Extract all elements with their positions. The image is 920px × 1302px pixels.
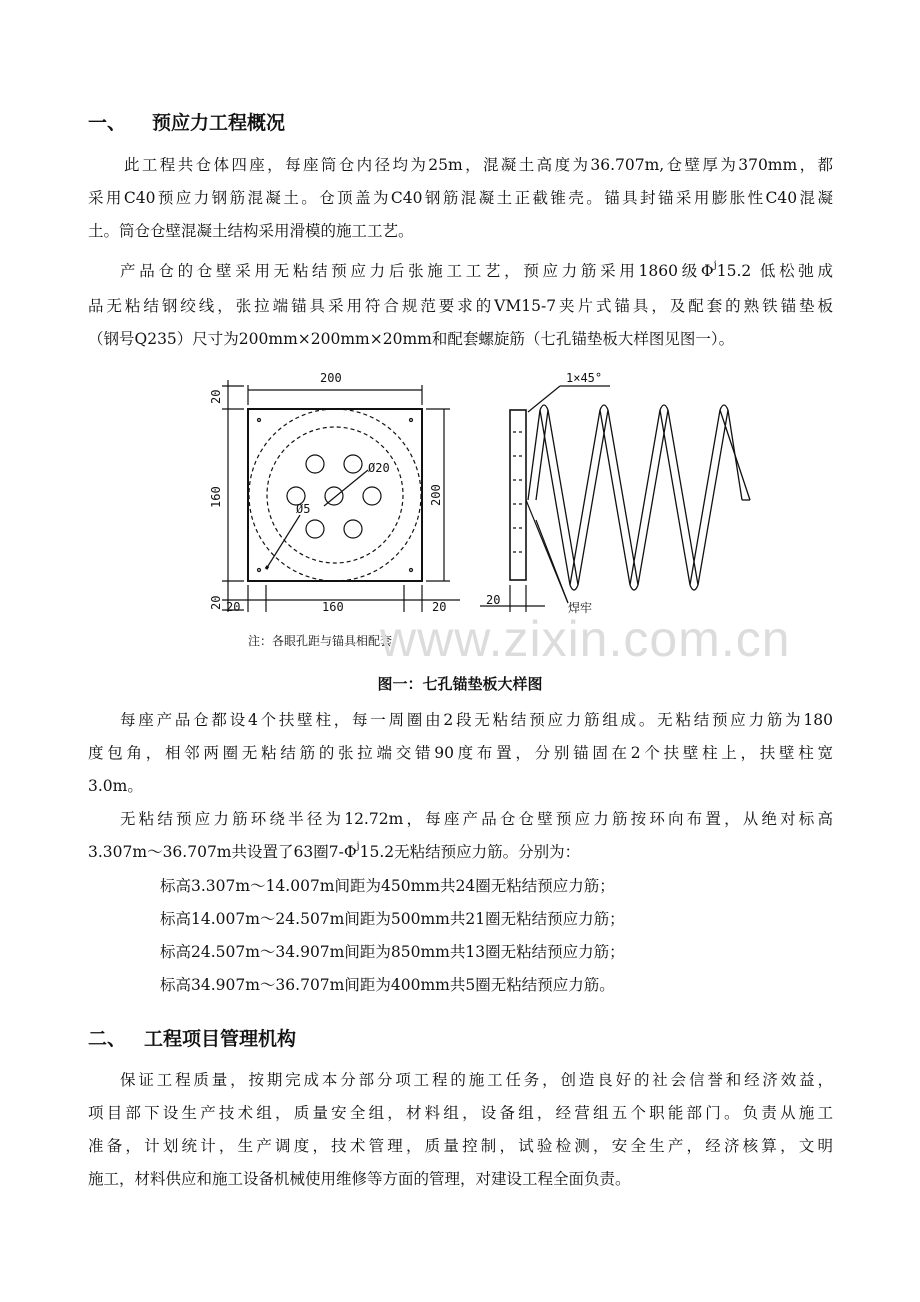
spiral-rebar	[528, 405, 750, 590]
small-hole-label: Ø5	[296, 502, 311, 516]
figure-note: 注：各眼孔距与锚具相配套	[248, 634, 393, 648]
chamfer-label: 1×45°	[566, 371, 603, 385]
list-item: 标高24.507m～34.907m间距为850mm共13圈无粘结预应力筋；	[160, 943, 625, 961]
elevation-list	[160, 870, 625, 1002]
weld-label: 焊牢	[568, 601, 593, 615]
corner-hole	[410, 419, 413, 422]
paragraph-line	[88, 836, 833, 871]
hole	[306, 455, 324, 473]
section-1-number: 一、	[88, 112, 127, 134]
section-2-number: 二、	[88, 1028, 127, 1050]
dim-bottom-left-label: 20	[226, 600, 241, 614]
text-run: 15.2 低松弛成	[716, 262, 833, 280]
corner-hole	[258, 569, 261, 572]
paragraph-line: 品无粘结钢绞线，张拉端锚具采用符合规范要求的VM15-7夹片式锚具，及配套的熟铁锚垫板	[88, 297, 833, 315]
dim-left-bot-label: 20	[209, 595, 223, 610]
paragraph-pilasters	[88, 704, 833, 803]
dim-left-top-label: 20	[209, 389, 223, 404]
paragraph-line	[88, 255, 833, 290]
section-1-title: 预应力工程概况	[152, 112, 286, 134]
text-run: 产品仓的仓壁采用无粘结预应力后张施工工艺，预应力筋采用1860级Φ	[120, 262, 714, 280]
dim-bottom-right-label: 20	[432, 600, 447, 614]
figure-caption: 图一：七孔锚垫板大样图	[377, 675, 543, 693]
paragraph-prestress	[88, 255, 833, 356]
dim-left-mid-label: 160	[209, 486, 223, 508]
side-dim-label: 20	[486, 593, 501, 607]
section-2-heading	[88, 1024, 296, 1051]
hole	[344, 455, 362, 473]
corner-hole	[410, 569, 413, 572]
dim-bottom-mid-label: 160	[322, 600, 344, 614]
paragraph-line: 保证工程质量，按期完成本分部分项工程的施工任务，创造良好的社会信誉和经济效益，	[120, 1071, 833, 1089]
paragraph-line: 此工程共仓体四座，每座筒仓内径均为25m，混凝土高度为36.707m,仓壁厚为370mm，都	[124, 156, 833, 174]
dim-top-label: 200	[320, 371, 342, 385]
list-item: 标高3.307m～14.007m间距为450mm共24圈无粘结预应力筋；	[160, 877, 615, 895]
text-run: 15.2无粘结预应力筋。分别为：	[359, 843, 581, 861]
list-item: 标高14.007m～24.507m间距为500mm共21圈无粘结预应力筋；	[160, 910, 625, 928]
paragraph-line: 项目部下设生产技术组，质量安全组，材料组，设备组，经营组五个职能部门。负责从施工	[88, 1104, 833, 1122]
list-item: 标高34.907m～36.707m间距为400mm共5圈无粘结预应力筋。	[160, 976, 615, 994]
watermark: www.zixin.com.cn	[380, 611, 791, 667]
section-1-heading	[88, 108, 285, 135]
paragraph-line: 准备，计划统计，生产调度，技术管理，质量控制，试验检测，安全生产，经济核算，文明	[88, 1137, 833, 1155]
hole	[363, 487, 381, 505]
paragraph-line: 每座产品仓都设4个扶壁柱，每一周圈由2段无粘结预应力筋组成。无粘结预应力筋为180	[120, 711, 833, 729]
plate-side-view	[510, 410, 526, 580]
paragraph-line: （钢号Q235）尺寸为200mm×200mm×20mm和配套螺旋筋（七孔锚垫板大样图见图一）。	[88, 330, 735, 348]
section-2-title: 工程项目管理机构	[144, 1028, 297, 1050]
paragraph-line: 采用C40预应力钢筋混凝土。仓顶盖为C40钢筋混凝土正截锥壳。锚具封锚采用膨胀性C40混凝	[88, 189, 833, 207]
hole	[344, 520, 362, 538]
paragraph-management	[88, 1064, 833, 1196]
dim-right-label: 200	[429, 484, 443, 506]
text-run: 3.307m～36.707m共设置了63圈7-Φ	[88, 843, 357, 861]
paragraph-line: 施工，材料供应和施工设备机械使用维修等方面的管理，对建设工程全面负责。	[88, 1170, 631, 1188]
superscript-j: j	[356, 841, 360, 852]
corner-hole	[258, 419, 261, 422]
paragraph-line: 3.0m。	[88, 777, 143, 795]
paragraph-line: 土。筒仓仓壁混凝土结构采用滑模的施工工艺。	[88, 222, 414, 240]
paragraph-tendons	[88, 803, 833, 871]
paragraph-overview	[88, 149, 833, 248]
paragraph-line: 无粘结预应力筋环绕半径为12.72m，每座产品仓仓壁预应力筋按环向布置，从绝对标高	[120, 810, 833, 828]
paragraph-line: 度包角，相邻两圈无粘结筋的张拉端交错90度布置，分别锚固在2个扶壁柱上，扶壁柱宽	[88, 744, 833, 762]
hole	[306, 520, 324, 538]
superscript-j: j	[713, 260, 717, 271]
hole-diameter-label: Ø20	[368, 461, 390, 475]
